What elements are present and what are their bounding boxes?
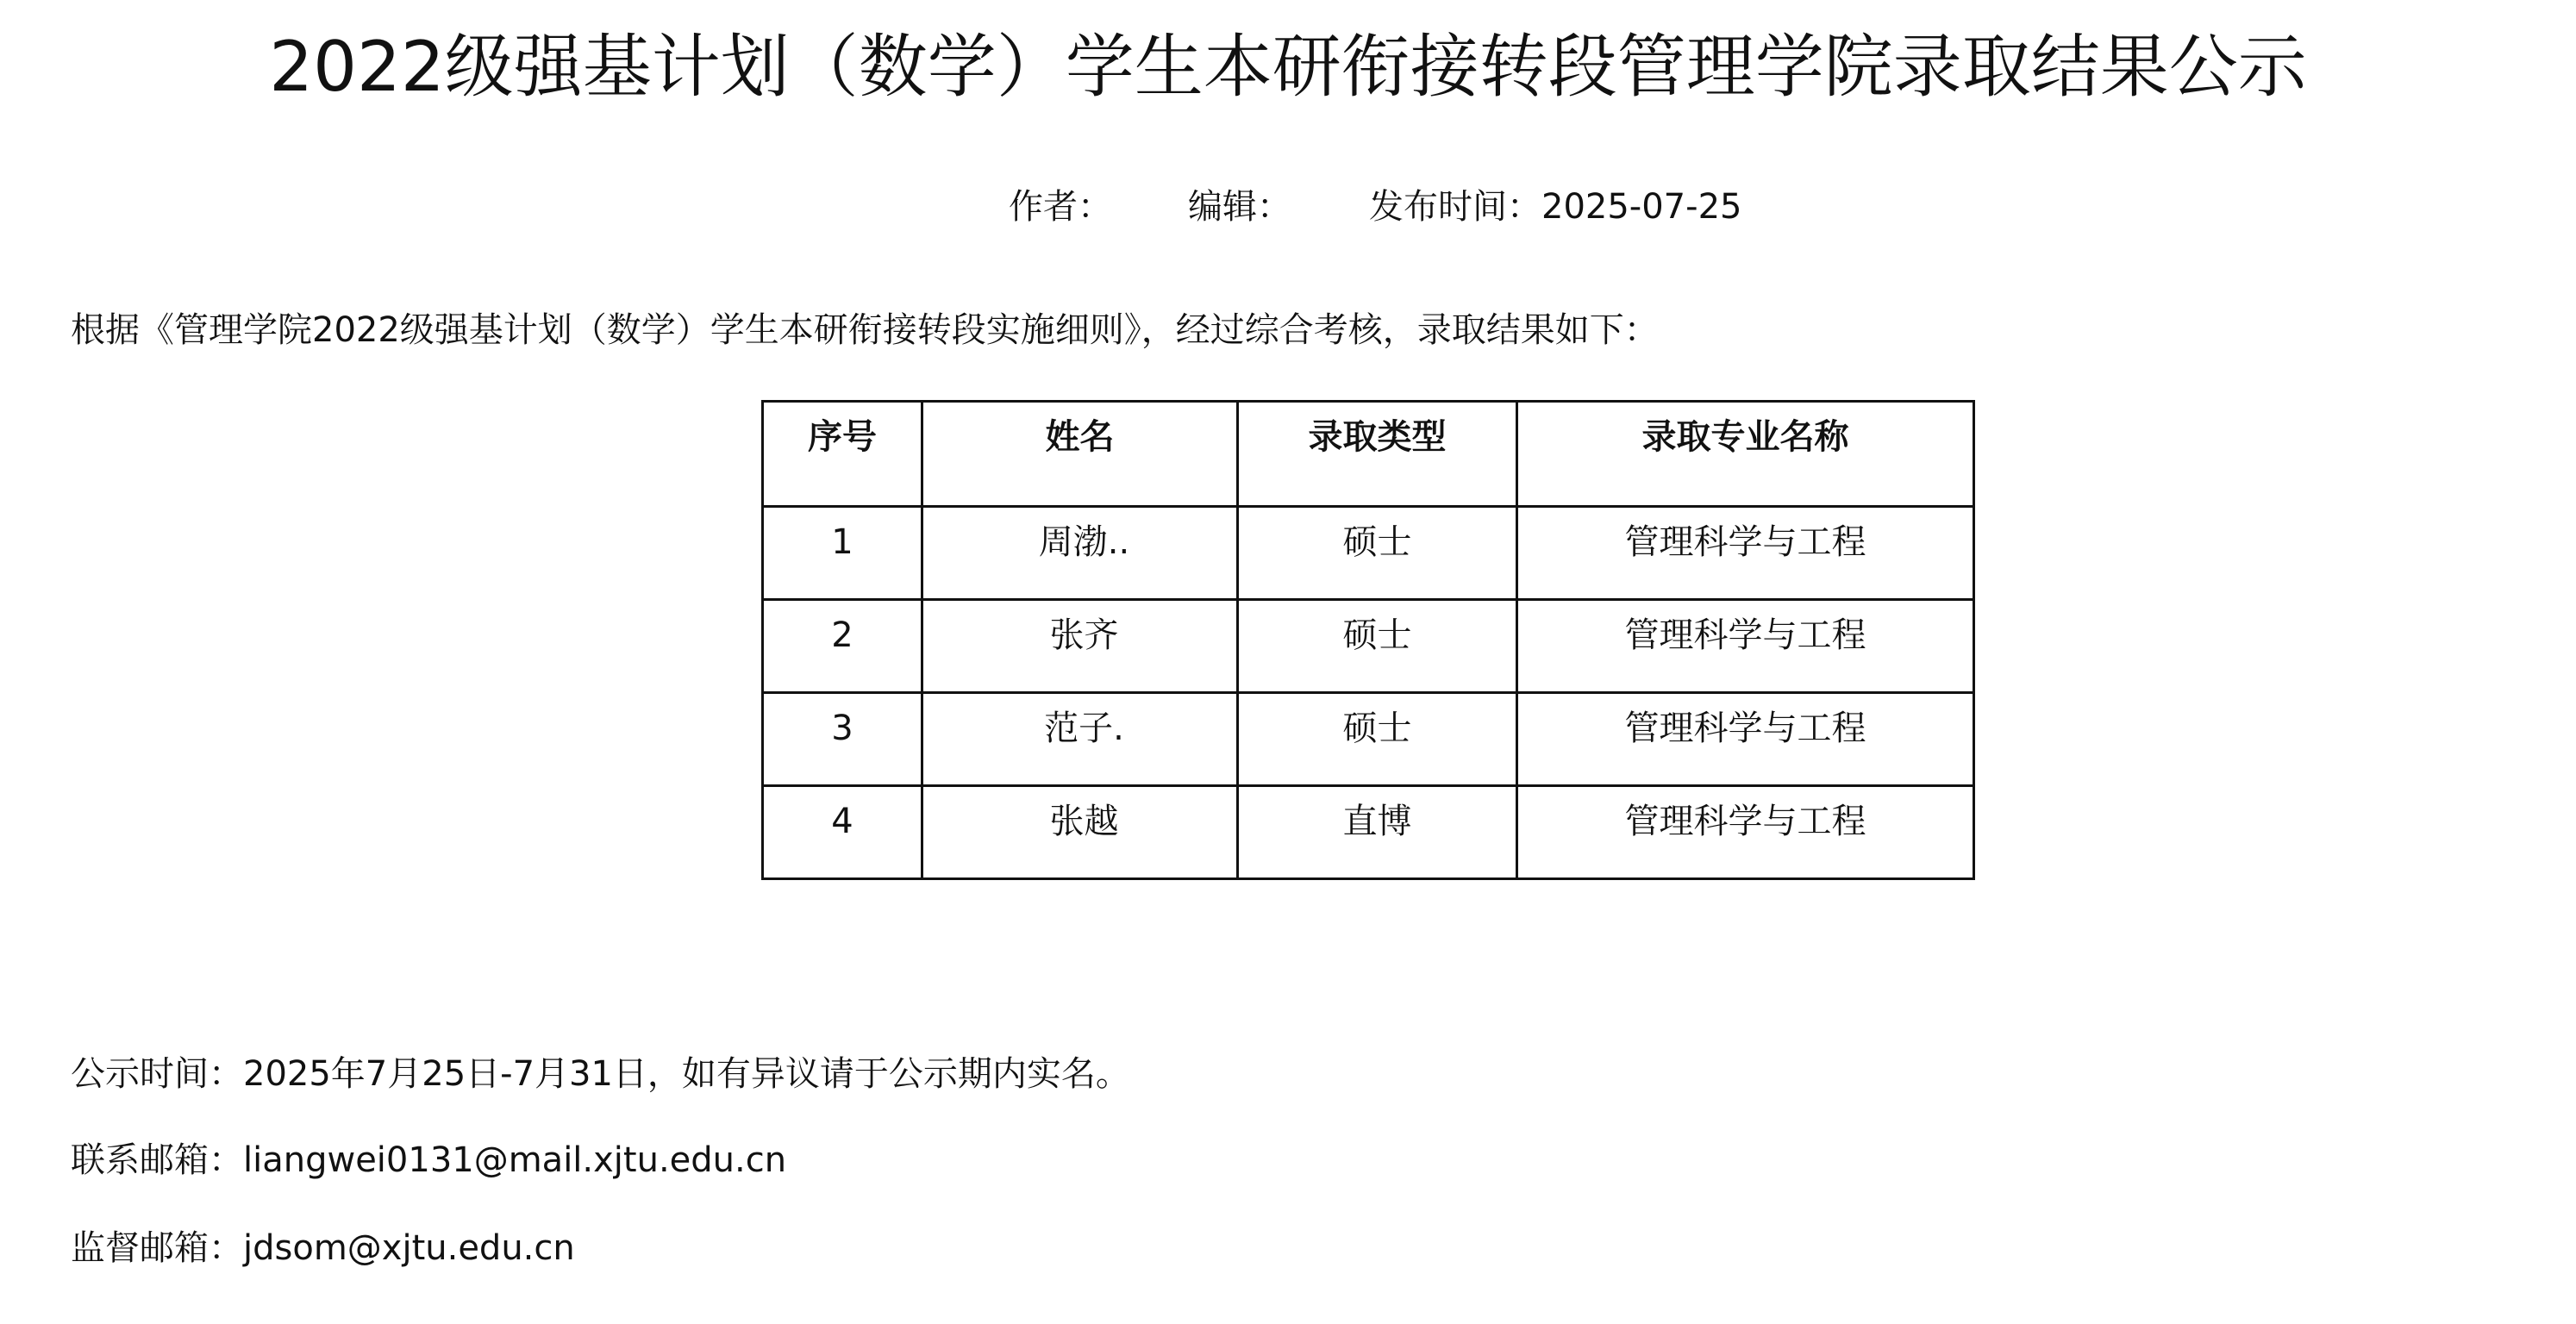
editor-label: 编辑： bbox=[1188, 187, 1291, 227]
cell-serial-number: 4 bbox=[763, 786, 922, 879]
cell-admission-type: 硕士 bbox=[1238, 507, 1517, 600]
notice-period: 公示时间：2025年7月25日-7月31日，如有异议请于公示期内实名。 bbox=[71, 1054, 1130, 1094]
supervision-email-line bbox=[71, 1224, 575, 1272]
table-row bbox=[763, 693, 1974, 786]
admission-results-table bbox=[761, 400, 1975, 880]
intro-paragraph: 根据《管理学院2022级强基计划（数学）学生本研衔接转段实施细则》，经过综合考核，录取结果如下： bbox=[71, 310, 1659, 350]
header-admission-type: 录取类型 bbox=[1238, 402, 1517, 507]
cell-admission-type: 直博 bbox=[1238, 786, 1517, 879]
cell-name bbox=[922, 600, 1238, 693]
article-meta bbox=[1009, 183, 1741, 231]
student-name: 张齐 bbox=[1049, 615, 1119, 655]
author-label: 作者： bbox=[1009, 187, 1112, 227]
cell-major: 管理科学与工程 bbox=[1517, 600, 1974, 693]
student-name: 周渤.. bbox=[1038, 522, 1130, 562]
supervision-email: jdsom@xjtu.edu.cn bbox=[243, 1228, 575, 1268]
cell-major: 管理科学与工程 bbox=[1517, 786, 1974, 879]
contact-email-label: 联系邮箱： bbox=[71, 1140, 243, 1180]
table-header-row bbox=[763, 402, 1974, 507]
header-major: 录取专业名称 bbox=[1517, 402, 1974, 507]
cell-major: 管理科学与工程 bbox=[1517, 693, 1974, 786]
table-row bbox=[763, 600, 1974, 693]
cell-name bbox=[922, 507, 1238, 600]
publish-date-label: 发布时间： bbox=[1369, 187, 1541, 227]
cell-name bbox=[922, 693, 1238, 786]
header-serial-number: 序号 bbox=[763, 402, 922, 507]
student-name: 范子. bbox=[1044, 709, 1124, 748]
cell-admission-type: 硕士 bbox=[1238, 600, 1517, 693]
cell-admission-type: 硕士 bbox=[1238, 693, 1517, 786]
supervision-email-label: 监督邮箱： bbox=[71, 1228, 243, 1268]
cell-serial-number: 3 bbox=[763, 693, 922, 786]
publish-date-value: 2025-07-25 bbox=[1541, 187, 1742, 227]
page-title: 2022级强基计划（数学）学生本研衔接转段管理学院录取结果公示 bbox=[269, 27, 2307, 107]
cell-major: 管理科学与工程 bbox=[1517, 507, 1974, 600]
cell-serial-number: 2 bbox=[763, 600, 922, 693]
contact-email-line bbox=[71, 1136, 786, 1184]
table-row bbox=[763, 786, 1974, 879]
cell-name bbox=[922, 786, 1238, 879]
table-row bbox=[763, 507, 1974, 600]
header-name: 姓名 bbox=[922, 402, 1238, 507]
cell-serial-number: 1 bbox=[763, 507, 922, 600]
contact-email: liangwei0131@mail.xjtu.edu.cn bbox=[243, 1140, 787, 1180]
student-name: 张越 bbox=[1049, 802, 1119, 841]
